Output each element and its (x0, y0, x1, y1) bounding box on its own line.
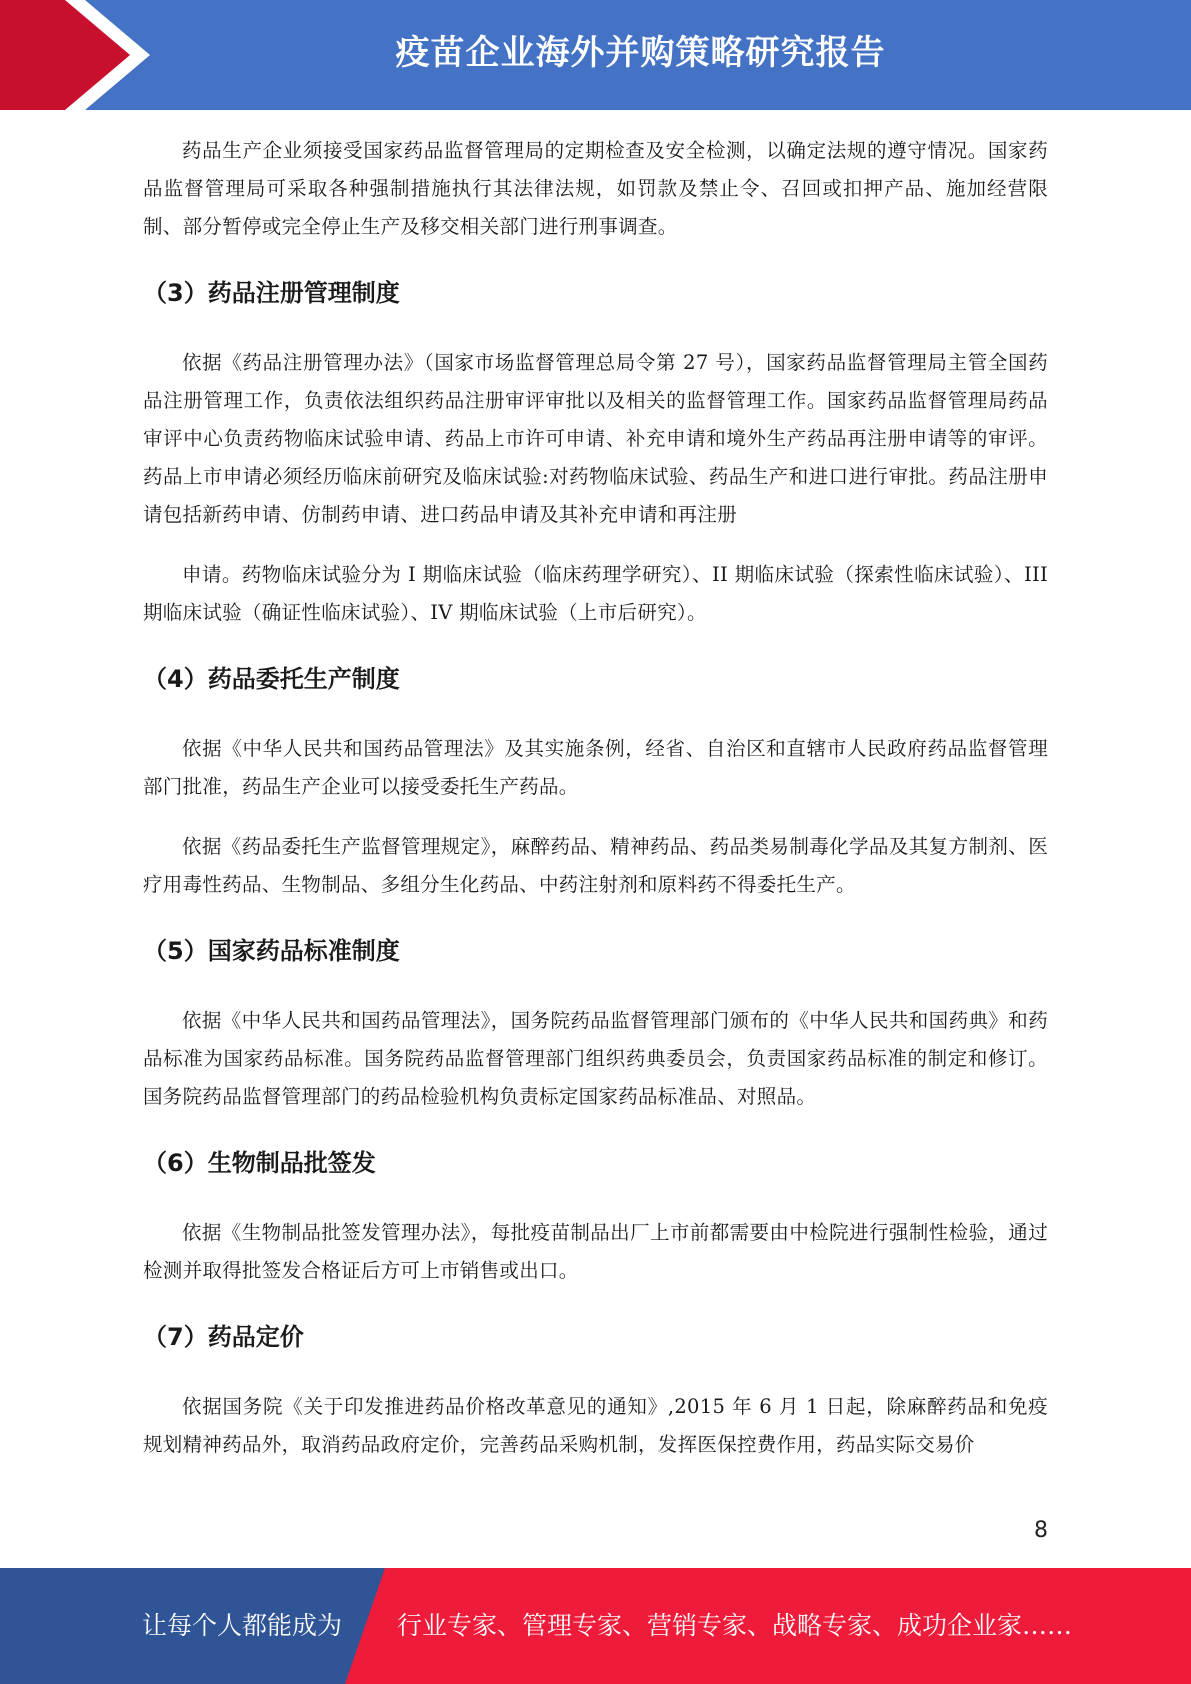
page-number: 8 (1034, 1518, 1048, 1543)
section-heading: （5）国家药品标准制度 (143, 937, 400, 965)
footer-slogan-left: 让每个人都能成为 (142, 1611, 343, 1640)
footer-slogan-right: 行业专家、管理专家、营销专家、战略专家、成功企业家…… (397, 1611, 1073, 1640)
page-footer (0, 1568, 1191, 1684)
paragraph: 申请。药物临床试验分为 I 期临床试验（临床药理学研究）、II 期临床试验（探索性临床试验）、III 期临床试验（确证性临床试验）、IV 期临床试验（上市后研究）。 (143, 563, 1048, 624)
report-title: 疫苗企业海外并购策略研究报告 (395, 33, 886, 73)
section-heading: （3）药品注册管理制度 (143, 279, 400, 307)
paragraph: 依据《药品委托生产监督管理规定》，麻醉药品、精神药品、药品类易制毒化学品及其复方制剂、医疗用毒性药品、生物制品、多组分生化药品、中药注射剂和原料药不得委托生产。 (143, 835, 1048, 896)
section-heading: （6）生物制品批签发 (143, 1149, 376, 1177)
section-heading: （4）药品委托生产制度 (143, 665, 400, 693)
paragraph: 药品生产企业须接受国家药品监督管理局的定期检查及安全检测，以确定法规的遵守情况。国家药品监督管理局可采取各种强制措施执行其法律法规，如罚款及禁止令、召回或扣押产品、施加经营限制、部分暂停或完全停止生产及移交相关部门进行刑事调查。 (143, 139, 1048, 238)
paragraph: 依据国务院《关于印发推进药品价格改革意见的通知》,2015 年 6 月 1 日起，除麻醉药品和免疫规划精神药品外，取消药品政府定价，完善药品采购机制，发挥医保控费作用，药品实际交易价 (143, 1395, 1048, 1456)
paragraph: 依据《中华人民共和国药品管理法》，国务院药品监督管理部门颁布的《中华人民共和国药典》和药品标准为国家药品标准。国务院药品监督管理部门组织药典委员会，负责国家药品标准的制定和修订。国务院药品监督管理部门的药品检验机构负责标定国家药品标准品、对照品。 (143, 1009, 1048, 1108)
document-body (143, 132, 1048, 1486)
paragraph: 依据《药品注册管理办法》（国家市场监督管理总局令第 27 号），国家药品监督管理局主管全国药品注册管理工作，负责依法组织药品注册审评审批以及相关的监督管理工作。国家药品监督管理局药品审评中心负责药物临床试验申请、药品上市许可申请、补充申请和境外生产药品再注册申请等的审评。药品上市申请必须经历临床前研究及临床试验:对药物临床试验、药品生产和进口进行审批。药品注册申请包括新药申请、仿制药申请、进口药品申请及其补充申请和再注册 (143, 351, 1048, 526)
section-heading: （7）药品定价 (143, 1323, 304, 1351)
page-header (0, 0, 1191, 110)
paragraph: 依据《中华人民共和国药品管理法》及其实施条例，经省、自治区和直辖市人民政府药品监督管理部门批准，药品生产企业可以接受委托生产药品。 (143, 737, 1048, 798)
paragraph: 依据《生物制品批签发管理办法》，每批疫苗制品出厂上市前都需要由中检院进行强制性检验，通过检测并取得批签发合格证后方可上市销售或出口。 (143, 1221, 1048, 1282)
